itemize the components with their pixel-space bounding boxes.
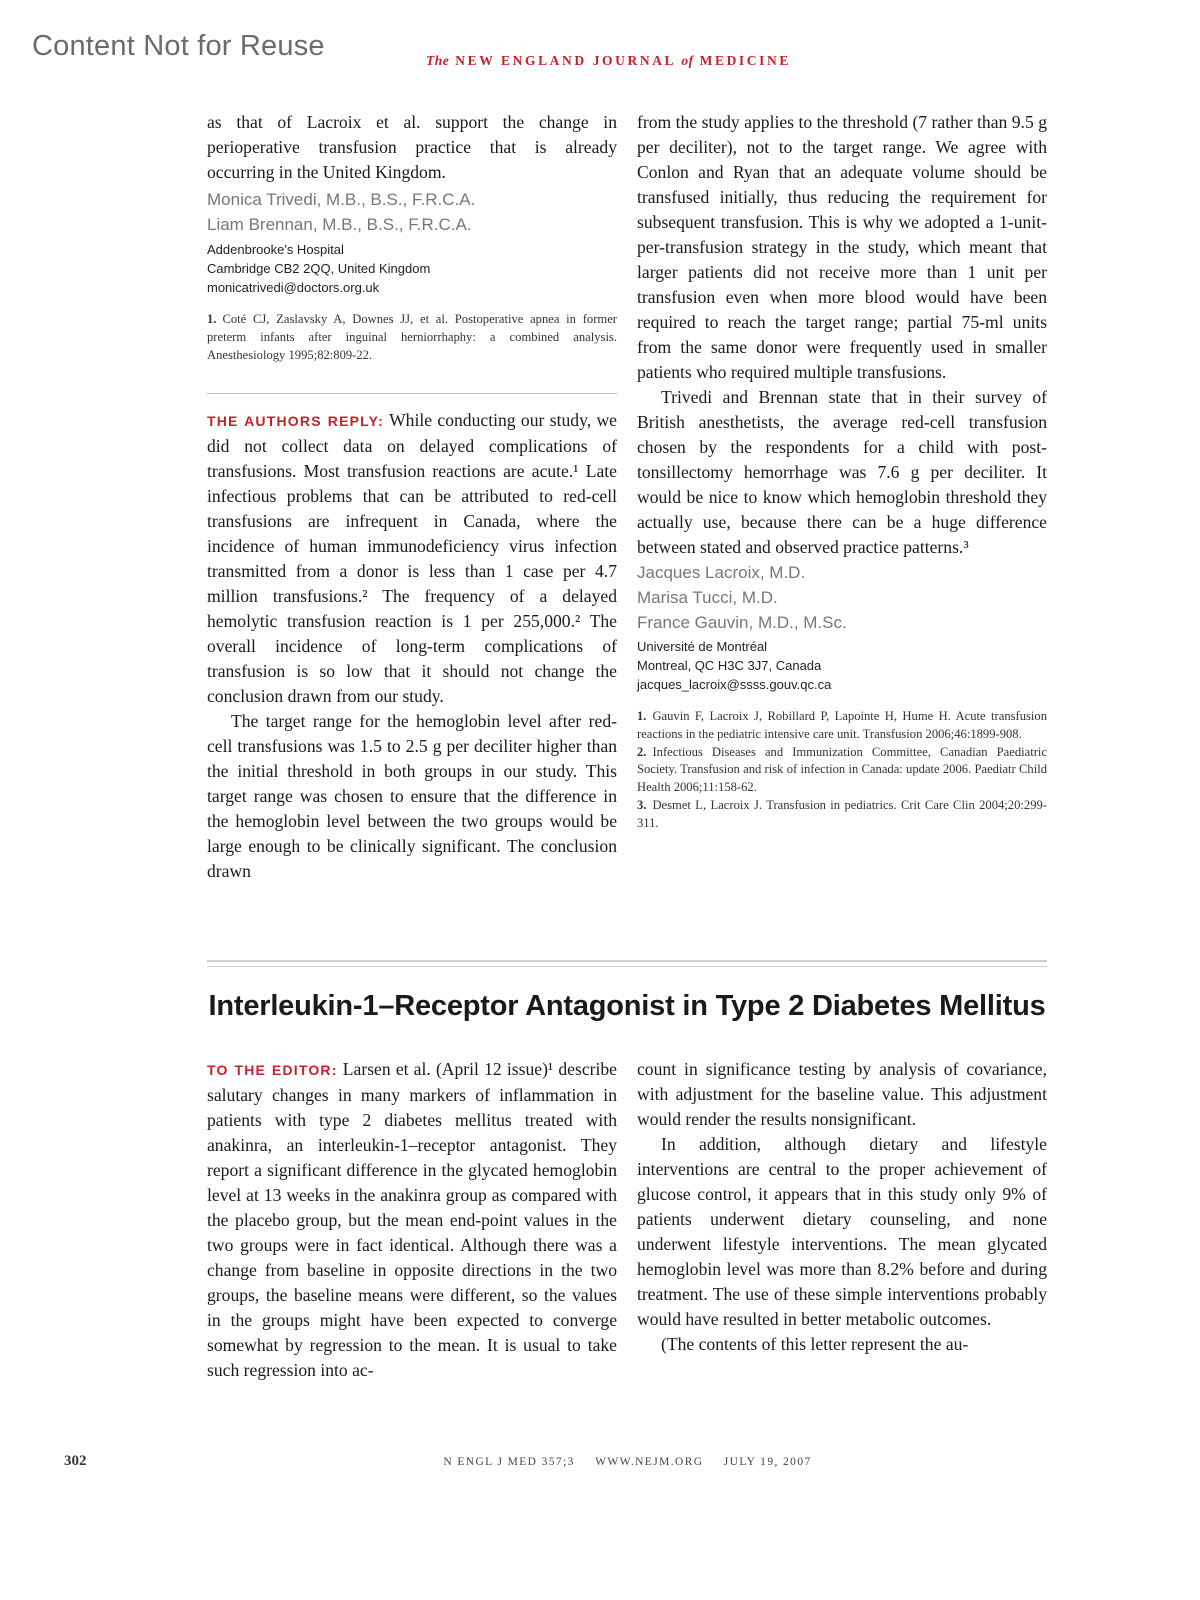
reply-paragraph-2: The target range for the hemoglobin level after red-cell transfusions was 1.5 to 2.5 g per deciliter higher than the initial threshold in both groups in our study. This target range was chosen to ensure that the difference in the hemoglobin level between the two groups would be large enough to be clinically significant. The conclusion drawn	[207, 711, 617, 881]
author-email: monicatrivedi@doctors.org.uk	[207, 280, 380, 295]
reply-label: THE AUTHORS REPLY:	[207, 413, 385, 429]
journal-header	[426, 53, 791, 69]
editor-label: TO THE EDITOR:	[207, 1062, 338, 1078]
reply-paragraph-3: Trivedi and Brennan state that in their survey of British anesthetists, the average red-cell transfusion chosen by the respondents for a child with post-tonsillectomy hemorrhage was 7.6 g per deciliter. It would be nice to know which hemoglobin threshold they actually use, because there can be a huge difference between stated and observed practice patterns.³	[637, 387, 1047, 557]
header-the: The	[426, 53, 450, 68]
article-divider	[207, 960, 1047, 962]
article-title: Interleukin-1–Receptor Antagonist in Type 2 Diabetes Mellitus	[208, 990, 1046, 1022]
author-name: Marisa Tucci, M.D.	[637, 588, 778, 607]
page-number: 302	[64, 1453, 87, 1469]
reference-list	[637, 708, 1047, 833]
reference-item: 1. Coté CJ, Zaslavsky A, Downes JJ, et al. Postoperative apnea in former preterm infants after inguinal herniorrhaphy: a combined analysis. Anesthesiology 1995;82:809-22.	[207, 312, 617, 362]
author-name: Monica Trivedi, M.B., B.S., F.R.C.A.	[207, 190, 476, 209]
journal-citation: N ENGL J MED 357;3	[443, 1456, 575, 1468]
affiliation-line: Cambridge CB2 2QQ, United Kingdom	[207, 261, 431, 276]
author-name: Liam Brennan, M.B., B.S., F.R.C.A.	[207, 215, 472, 234]
footer-citation	[0, 1456, 1200, 1468]
affiliation-line: Addenbrooke's Hospital	[207, 242, 344, 257]
left-column-upper	[207, 110, 617, 364]
reference-list	[207, 311, 617, 364]
editor-paragraph-1: TO THE EDITOR: Larsen et al. (April 12 issue)¹ describe salutary changes in many markers of inflammation in patients with type 2 diabetes mellitus treated with anakinra, an interleukin-1–receptor antagonist. They report a significant difference in the glycated hemoglobin level at 13 weeks in the anakinra group as compared with the placebo group, but the mean end-point values in the two groups were in fact identical. Although there was a change from baseline in opposite directions in the two groups, the baseline means were different, so the values in the groups might have been expected to converge somewhat by regression to the mean. It is usual to take such regression into ac-	[207, 1059, 617, 1380]
author-email: jacques_lacroix@ssss.gouv.qc.ca	[637, 677, 832, 692]
affiliation-line: Université de Montréal	[637, 639, 768, 654]
left-column-lower	[207, 1057, 617, 1383]
reference-item: 2. Infectious Diseases and Immunization Committee, Canadian Paediatric Society. Transfusion and risk of infection in Canada: update 2006. Paediatr Child Health 2006;11:158-62.	[637, 744, 1047, 795]
journal-url: WWW.NEJM.ORG	[595, 1456, 704, 1468]
right-column-upper	[637, 110, 1047, 833]
right-column-lower	[637, 1057, 1047, 1357]
editor-paragraph-2: In addition, although dietary and lifestyle interventions are central to the proper achievement of glucose control, it appears that in this study only 9% of patients underwent dietary counseling, and none underwent lifestyle interventions. The mean glycated hemoglobin level was more than 8.2% before and during treatment. The use of these simple interventions probably would have resulted in better metabolic outcomes.	[637, 1134, 1047, 1329]
article-divider	[207, 966, 1047, 967]
left-column-reply	[207, 408, 617, 884]
header-of: of	[681, 53, 694, 68]
reply-paragraph-2-continued: from the study applies to the threshold (7 rather than 9.5 g per deciliter), not to the target range. We agree with Conlon and Ryan that an adequate volume should be transfused initially, thus reducing the requirement for subsequent transfusion. This is why we adopted a 1-unit-per-transfusion strategy in the study, which meant that larger patients did not receive more than 1 unit per transfusion even when more blood would have been required to reach the target range; partial 75-ml units from the same donor were frequently used in smaller patients who required multiple transfusions.	[637, 112, 1047, 382]
header-title-part1: NEW ENGLAND JOURNAL	[455, 53, 676, 68]
issue-date: JULY 19, 2007	[723, 1456, 812, 1468]
reply-paragraph-1: THE AUTHORS REPLY: While conducting our study, we did not collect data on delayed complications of transfusions. Most transfusion reactions are acute.¹ Late infectious problems that can be attributed to red-cell transfusions are infrequent in Canada, where the incidence of human immunodeficiency virus infection transmitted from a donor is less than 1 case per 4.7 million transfusions.² The frequency of a delayed hemolytic transfusion reaction is 1 per 255,000.² The overall incidence of long-term complications of transfusion is so low that it should not change the conclusion drawn from our study.	[207, 410, 617, 706]
reference-item: 1. Gauvin F, Lacroix J, Robillard P, Lapointe H, Hume H. Acute transfusion reactions in the pediatric intensive care unit. Transfusion 2006;46:1899-908.	[637, 709, 1047, 741]
header-title-part2: MEDICINE	[699, 53, 791, 68]
author-name: Jacques Lacroix, M.D.	[637, 563, 806, 582]
editor-paragraph-3: (The contents of this letter represent the au-	[661, 1334, 969, 1354]
letter1-closing-paragraph: as that of Lacroix et al. support the change in perioperative transfusion practice that is already occurring in the United Kingdom.	[207, 112, 617, 182]
watermark-text: Content Not for Reuse	[32, 30, 325, 62]
section-divider	[207, 393, 617, 394]
affiliation-line: Montreal, QC H3C 3J7, Canada	[637, 658, 822, 673]
editor-paragraph-1-continued: count in significance testing by analysis of covariance, with adjustment for the baseline value. This adjustment would render the results nonsignificant.	[637, 1059, 1047, 1129]
reference-item: 3. Desmet L, Lacroix J. Transfusion in pediatrics. Crit Care Clin 2004;20:299-311.	[637, 797, 1047, 830]
author-name: France Gauvin, M.D., M.Sc.	[637, 613, 847, 632]
